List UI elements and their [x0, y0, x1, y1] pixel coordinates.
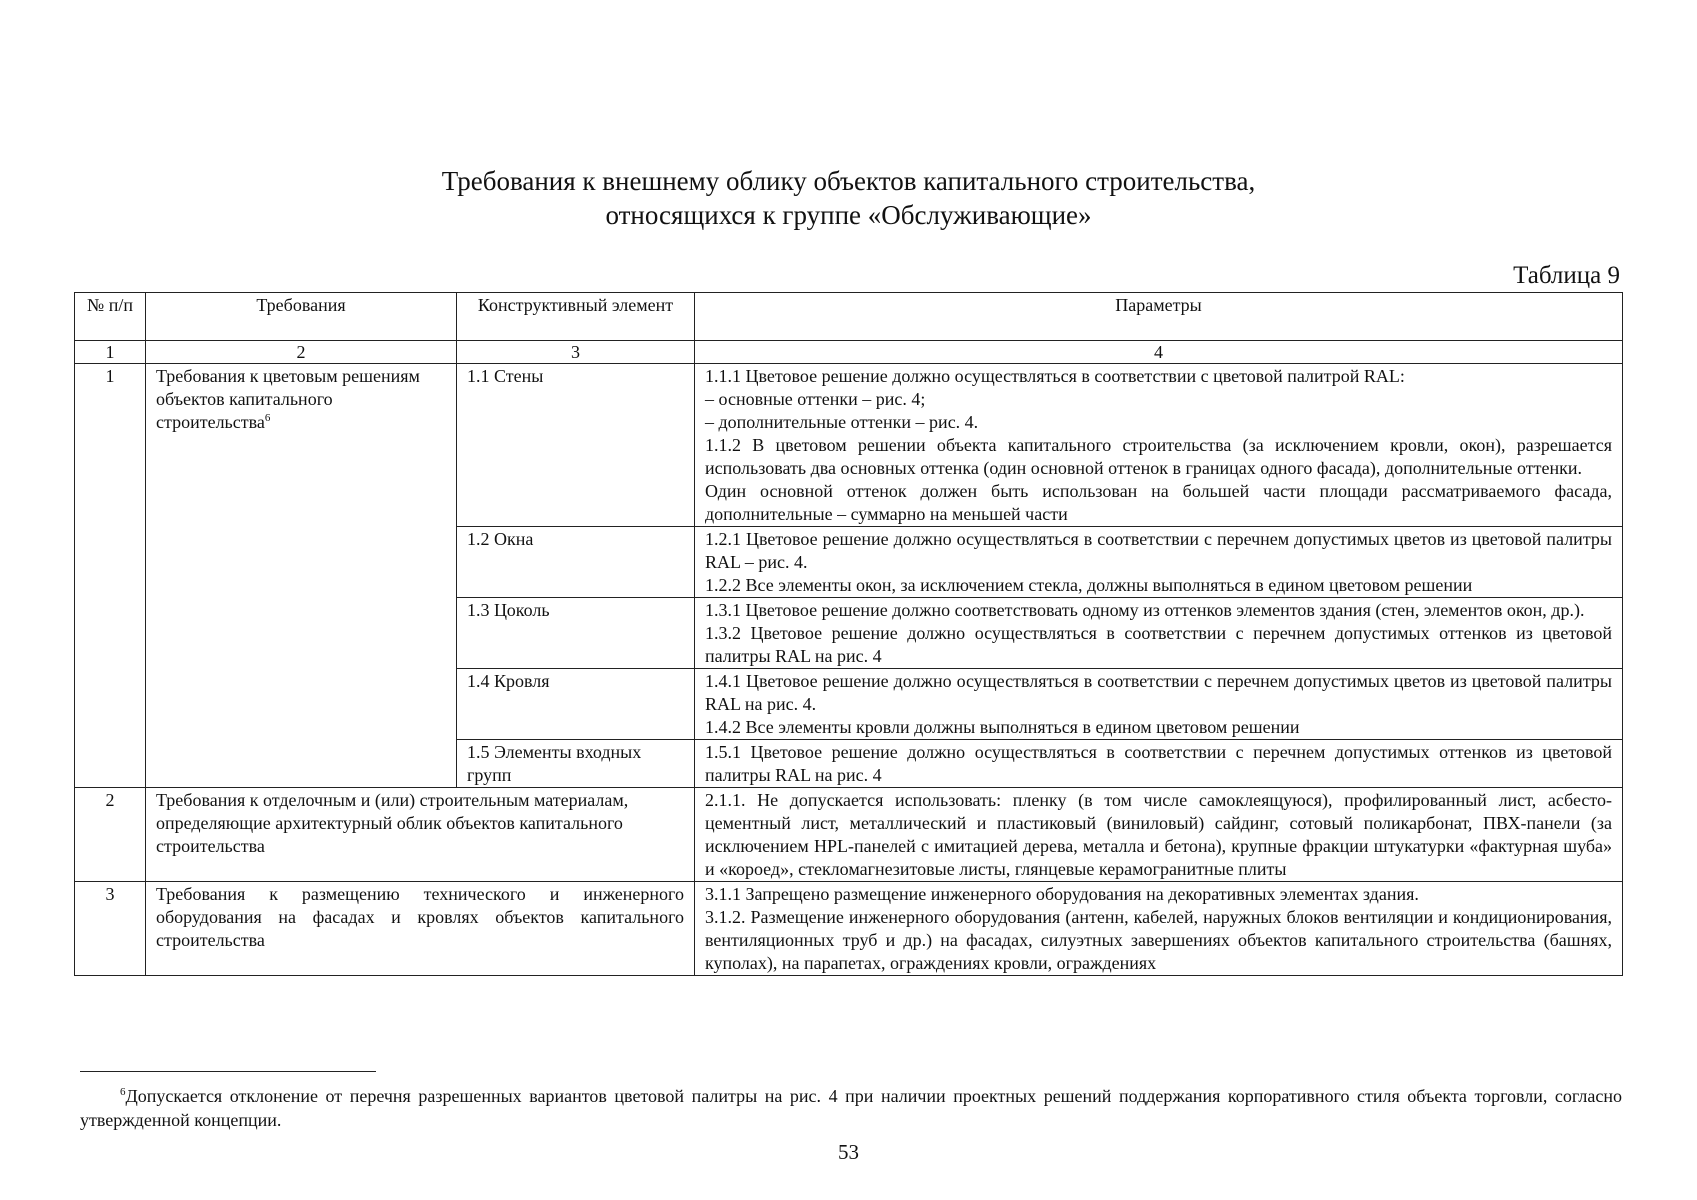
col-number: 1 — [75, 341, 146, 364]
header-requirements: Требования — [146, 293, 457, 341]
param-item: 1.1.1 Цветовое решение должно осуществляться в соответствии с цветовой палитрой RAL: — [705, 366, 1405, 386]
row-requirement — [146, 364, 457, 788]
param-item: – дополнительные оттенки – рис. 4. — [705, 412, 979, 432]
table-header-row — [75, 293, 1623, 341]
footnote-marker: 6 — [120, 1086, 126, 1098]
table-row — [75, 882, 1623, 976]
param-item: – основные оттенки – рис. 4; — [705, 389, 926, 409]
params-plinth — [695, 598, 1623, 669]
param-item: 1.2.1 Цветовое решение должно осуществляться в соответствии с перечнем допустимых цветов из цветовой палитры RAL – рис. 4. — [705, 529, 1612, 572]
params-walls — [695, 364, 1623, 527]
header-num: № п/п — [75, 293, 146, 341]
params-windows — [695, 527, 1623, 598]
col-number: 4 — [695, 341, 1623, 364]
element-roof: 1.4 Кровля — [457, 669, 695, 740]
param-item: 1.5.1 Цветовое решение должно осуществляться в соответствии с перечнем допустимых оттенков из цветовой палитры RAL на рис. 4 — [705, 742, 1612, 785]
footnote-ref: 6 — [264, 412, 271, 424]
header-element: Конструктивный элемент — [457, 293, 695, 341]
header-parameters: Параметры — [695, 293, 1623, 341]
requirements-table — [74, 292, 1623, 976]
param-item: 1.4.1 Цветовое решение должно осуществляться в соответствии с перечнем допустимых цветов из цветовой палитры RAL на рис. 4. — [705, 671, 1612, 714]
param-item: 3.1.2. Размещение инженерного оборудования (антенн, кабелей, наружных блоков вентиляции и кондиционирования, вентиляционных труб и др.) на фасадах, силуэтных завершениях объектов капитального строительства (башнях, куполах), на парапетах, ограждениях кровли, ограждениях — [705, 907, 1612, 973]
column-number-row — [75, 341, 1623, 364]
params-equipment — [695, 882, 1623, 976]
params-entrance — [695, 740, 1623, 788]
footnote-divider — [80, 1071, 376, 1072]
col-number: 2 — [146, 341, 457, 364]
params-materials: 2.1.1. Не допускается использовать: пленку (в том числе самоклеящуюся), профилированный лист, асбесто-цементный лист, металлический и пластиковый (виниловый) сайдинг, сотовый поликарбонат, ПВХ-панели (за исключением HPL-панелей с имитацией дерева, металла и бетона), крупные фракции штукатурки «фактурная шуба» и «короед», стекломагнезитовые листы, глянцевые керамогранитные плиты — [695, 788, 1623, 882]
requirement-text: Требования к цветовым решениям объектов капитального строительства — [156, 366, 420, 432]
row-number: 2 — [75, 788, 146, 882]
param-item: 1.2.2 Все элементы окон, за исключением стекла, должны выполняться в едином цветовом решении — [705, 575, 1473, 595]
params-equipment-clip — [705, 883, 1612, 975]
title-line-2: относящихся к группе «Обслуживающие» — [605, 200, 1092, 230]
footnote-text: Допускается отклонение от перечня разрешенных вариантов цветовой палитры на рис. 4 при наличии проектных решений поддержания корпоративного стиля объекта торговли, согласно утвержденной концепции. — [80, 1086, 1622, 1130]
params-roof — [695, 669, 1623, 740]
page-number: 53 — [838, 1140, 859, 1164]
footnote — [80, 1084, 1622, 1132]
row-requirement: Требования к размещению технического и инженерного оборудования на фасадах и кровлях объектов капитального строительства — [146, 882, 695, 976]
row-number: 3 — [75, 882, 146, 976]
row-requirement: Требования к отделочным и (или) строительным материалам, определяющие архитектурный облик объектов капитального строительства — [146, 788, 695, 882]
col-number: 3 — [457, 341, 695, 364]
table-row — [75, 788, 1623, 882]
row-number: 1 — [75, 364, 146, 788]
title-line-1: Требования к внешнему облику объектов капитального строительства, — [441, 166, 1256, 196]
param-item: 1.3.2 Цветовое решение должно осуществляться в соответствии с перечнем допустимых оттенков из цветовой палитры RAL на рис. 4 — [705, 623, 1612, 666]
element-plinth: 1.3 Цоколь — [457, 598, 695, 669]
document-title — [0, 164, 1697, 232]
table-label: Таблица 9 — [1513, 262, 1620, 289]
table-row — [75, 364, 1623, 527]
element-entrance: 1.5 Элементы входных групп — [457, 740, 695, 788]
param-item: 1.4.2 Все элементы кровли должны выполняться в едином цветовом решении — [705, 717, 1300, 737]
param-item: 1.1.2 В цветовом решении объекта капитального строительства (за исключением кровли, окон), разрешается использовать два основных оттенка (один основной оттенок в границах одного фасада), дополнительные оттенки. — [705, 435, 1612, 478]
element-walls: 1.1 Стены — [457, 364, 695, 527]
param-item: 3.1.1 Запрещено размещение инженерного оборудования на декоративных элементах здания. — [705, 884, 1419, 904]
param-item: 1.3.1 Цветовое решение должно соответствовать одному из оттенков элементов здания (стен, элементов окон, др.). — [705, 600, 1585, 620]
element-windows: 1.2 Окна — [457, 527, 695, 598]
param-item: Один основной оттенок должен быть использован на большей части площади рассматриваемого фасада, дополнительные – суммарно на меньшей части — [705, 481, 1612, 524]
